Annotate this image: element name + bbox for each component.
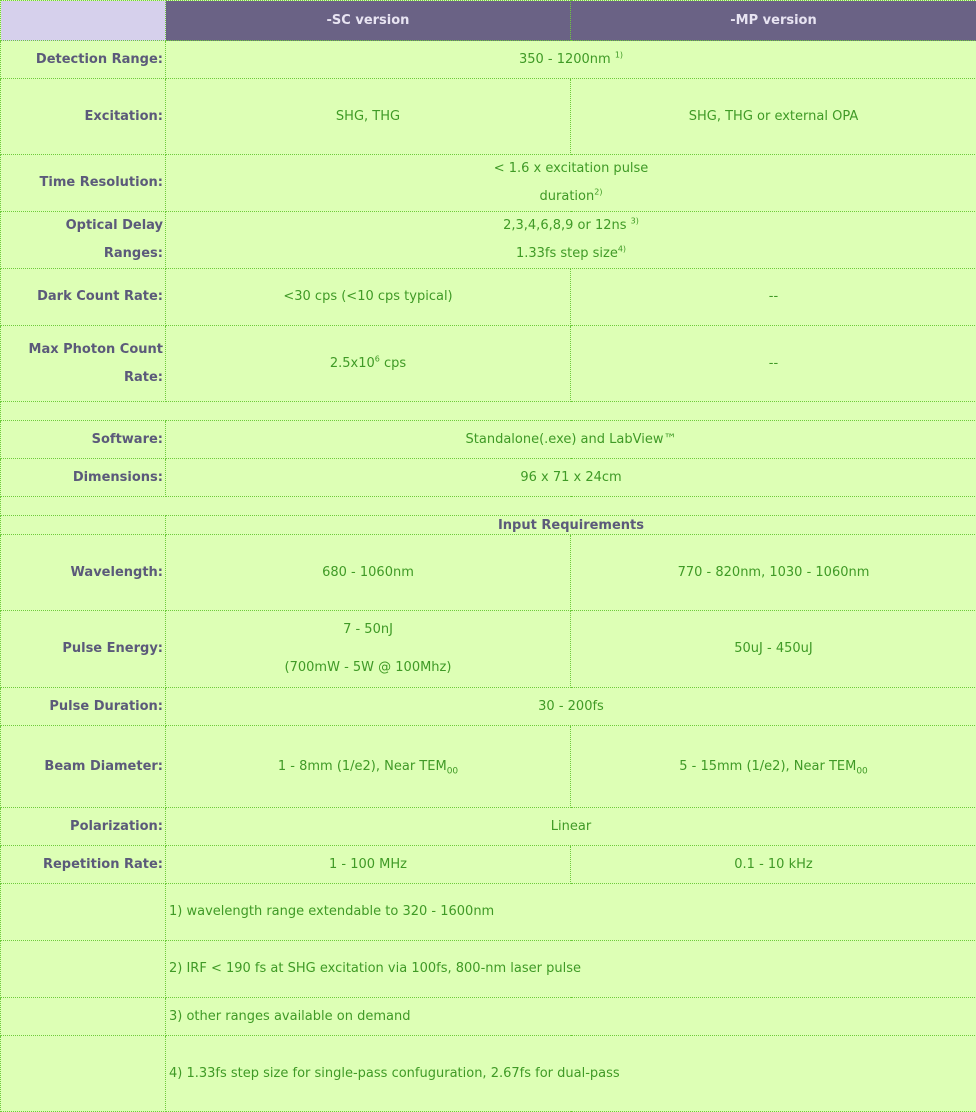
label-detection-range: Detection Range: xyxy=(1,41,166,79)
detection-range-text: 350 - 1200nm xyxy=(519,52,611,67)
row-max-photon xyxy=(1,326,976,402)
footnote-3: 3) other ranges available on demand xyxy=(166,998,976,1036)
label-excitation: Excitation: xyxy=(1,79,166,155)
value-dark-count-sc: <30 cps (<10 cps typical) xyxy=(166,269,571,326)
label-pulse-energy: Pulse Energy: xyxy=(1,611,166,688)
label-time-resolution: Time Resolution: xyxy=(1,155,166,212)
row-optical-delay xyxy=(1,212,976,269)
max-photon-base: 2.5x10 xyxy=(330,356,375,371)
footnote-ref-3: 3) xyxy=(631,217,639,226)
value-beam-diameter-mp xyxy=(571,726,976,808)
footnote-1: 1) wavelength range extendable to 320 - 1600nm xyxy=(166,884,976,941)
footnote-ref-2: 2) xyxy=(594,188,602,197)
value-software: Standalone(.exe) and LabView™ xyxy=(166,421,976,459)
row-dimensions xyxy=(1,459,976,497)
row-detection-range xyxy=(1,41,976,79)
spacer-row xyxy=(1,402,976,421)
row-beam-diameter xyxy=(1,726,976,808)
value-excitation-sc: SHG, THG xyxy=(166,79,571,155)
value-pulse-energy-sc xyxy=(166,611,571,688)
input-requirements-title: Input Requirements xyxy=(166,516,976,535)
footnote-empty-cell xyxy=(1,998,166,1036)
label-dark-count: Dark Count Rate: xyxy=(1,269,166,326)
row-dark-count xyxy=(1,269,976,326)
header-sc-version: -SC version xyxy=(166,1,571,41)
label-beam-diameter: Beam Diameter: xyxy=(1,726,166,808)
value-dark-count-mp: -- xyxy=(571,269,976,326)
spacer-cell xyxy=(1,497,976,516)
row-repetition-rate xyxy=(1,846,976,884)
value-max-photon-mp: -- xyxy=(571,326,976,402)
value-wavelength-mp: 770 - 820nm, 1030 - 1060nm xyxy=(571,535,976,611)
footnote-row xyxy=(1,1036,976,1112)
spacer-row xyxy=(1,497,976,516)
row-excitation xyxy=(1,79,976,155)
pulse-energy-sc-line2: (700mW - 5W @ 100Mhz) xyxy=(285,660,452,675)
footnote-row xyxy=(1,884,976,941)
value-excitation-mp: SHG, THG or external OPA xyxy=(571,79,976,155)
max-photon-unit: cps xyxy=(380,356,406,371)
pulse-energy-sc-line1: 7 - 50nJ xyxy=(343,622,393,637)
header-corner-cell xyxy=(1,1,166,41)
beam-diameter-mp-mode: 00 xyxy=(856,766,867,776)
footnote-empty-cell xyxy=(1,1036,166,1112)
spacer-cell xyxy=(1,402,976,421)
footnote-empty-cell xyxy=(1,884,166,941)
footnote-4: 4) 1.33fs step size for single-pass confuguration, 2.67fs for dual-pass xyxy=(166,1036,976,1112)
value-time-resolution xyxy=(166,155,976,212)
footnote-2: 2) IRF < 190 fs at SHG excitation via 100fs, 800-nm laser pulse xyxy=(166,941,976,998)
row-software xyxy=(1,421,976,459)
optical-delay-line2: 1.33fs step size xyxy=(516,246,618,261)
value-pulse-energy-mp: 50uJ - 450uJ xyxy=(571,611,976,688)
value-beam-diameter-sc xyxy=(166,726,571,808)
beam-diameter-sc-text: 1 - 8mm (1/e2), Near TEM xyxy=(278,759,447,774)
beam-diameter-mp-text: 5 - 15mm (1/e2), Near TEM xyxy=(679,759,856,774)
footnote-empty-cell xyxy=(1,941,166,998)
row-pulse-energy xyxy=(1,611,976,688)
label-pulse-duration: Pulse Duration: xyxy=(1,688,166,726)
label-polarization: Polarization: xyxy=(1,808,166,846)
row-wavelength xyxy=(1,535,976,611)
label-optical-delay: Optical Delay Ranges: xyxy=(1,212,166,269)
label-max-photon: Max Photon Count Rate: xyxy=(1,326,166,402)
label-dimensions: Dimensions: xyxy=(1,459,166,497)
footnote-ref-4: 4) xyxy=(618,245,626,254)
value-repetition-rate-mp: 0.1 - 10 kHz xyxy=(571,846,976,884)
beam-diameter-sc-mode: 00 xyxy=(447,766,458,776)
value-max-photon-sc xyxy=(166,326,571,402)
value-optical-delay xyxy=(166,212,976,269)
footnote-row xyxy=(1,998,976,1036)
row-time-resolution xyxy=(1,155,976,212)
optical-delay-line1: 2,3,4,6,8,9 or 12ns xyxy=(503,218,631,233)
row-polarization xyxy=(1,808,976,846)
value-detection-range xyxy=(166,41,976,79)
header-mp-version: -MP version xyxy=(571,1,976,41)
header-row xyxy=(1,1,976,41)
value-polarization: Linear xyxy=(166,808,976,846)
footnote-ref-1: 1) xyxy=(615,50,623,59)
label-wavelength: Wavelength: xyxy=(1,535,166,611)
input-title-empty-cell xyxy=(1,516,166,535)
time-resolution-line1: < 1.6 x excitation pulse xyxy=(494,161,649,176)
row-pulse-duration xyxy=(1,688,976,726)
value-dimensions: 96 x 71 x 24cm xyxy=(166,459,976,497)
value-wavelength-sc: 680 - 1060nm xyxy=(166,535,571,611)
row-input-requirements-title xyxy=(1,516,976,535)
time-resolution-line2: duration xyxy=(540,189,595,204)
max-photon-exponent: 6 xyxy=(375,354,380,363)
value-repetition-rate-sc: 1 - 100 MHz xyxy=(166,846,571,884)
value-pulse-duration: 30 - 200fs xyxy=(166,688,976,726)
footnote-row xyxy=(1,941,976,998)
label-repetition-rate: Repetition Rate: xyxy=(1,846,166,884)
label-software: Software: xyxy=(1,421,166,459)
